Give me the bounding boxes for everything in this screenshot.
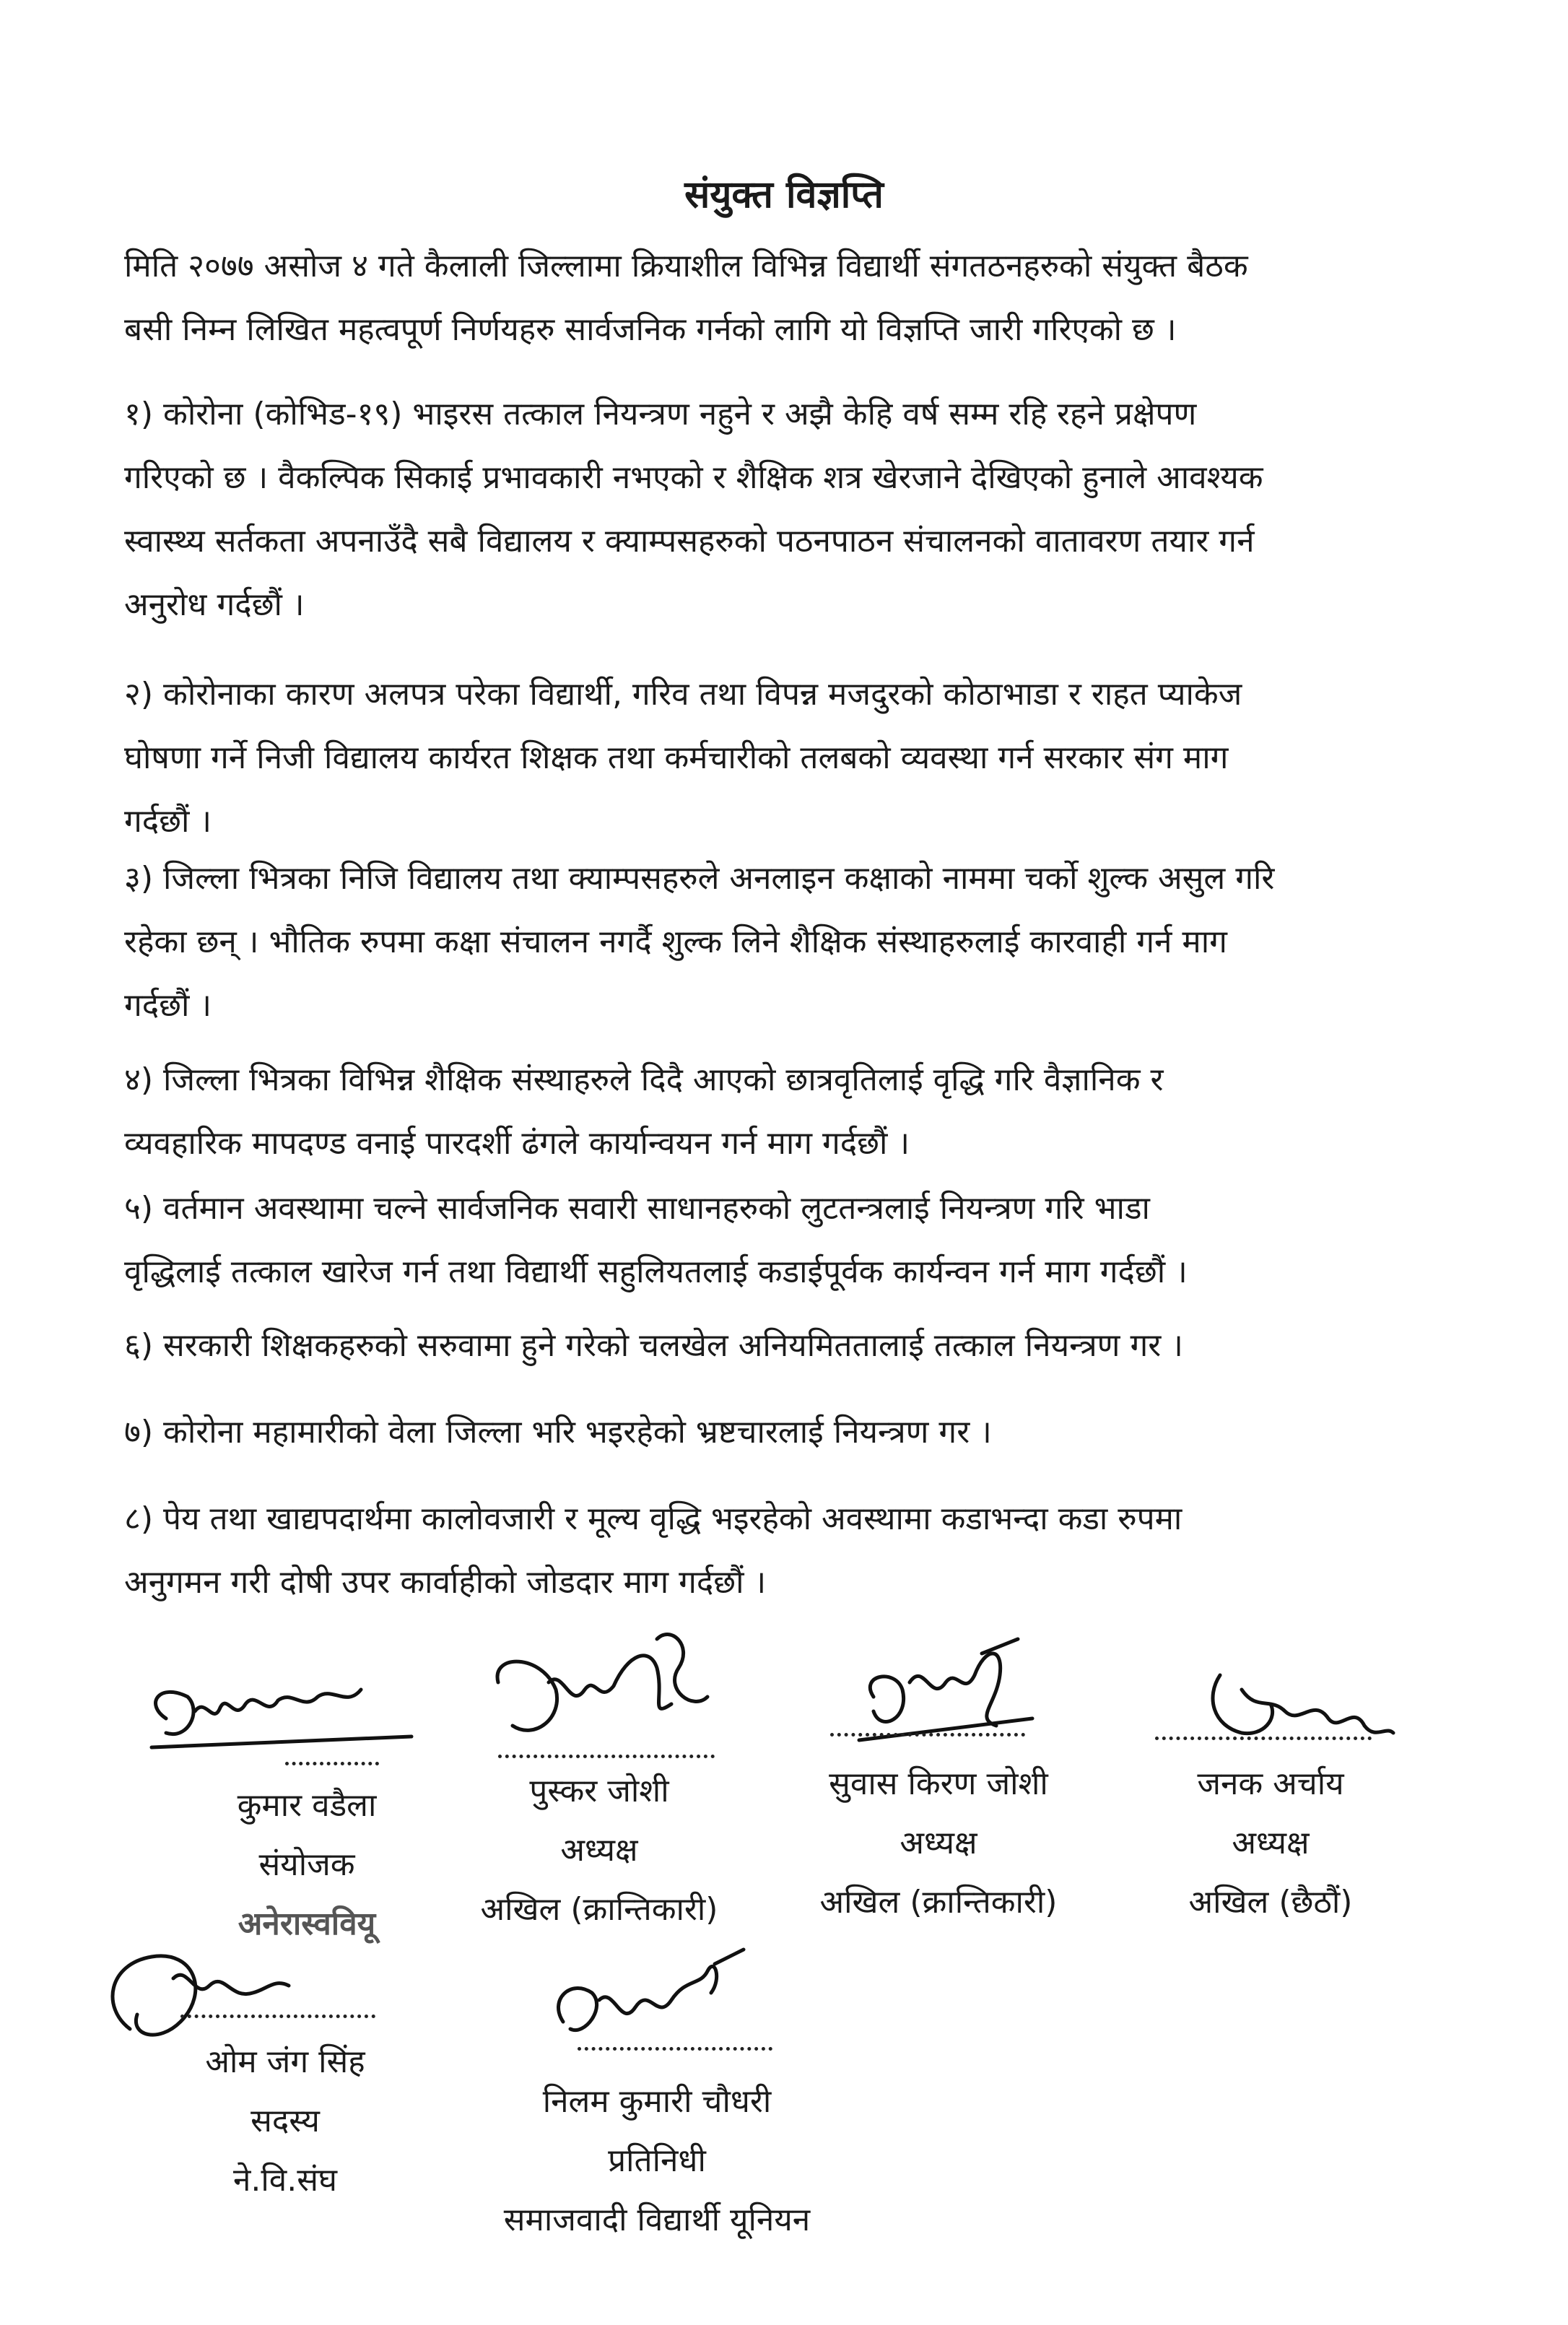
intro-line: बसी निम्न लिखित महत्वपूर्ण निर्णयहरु सार्वजनिक गर्नको लागि यो विज्ञप्ति जारी गरिएको छ । (124, 311, 1177, 348)
signature-dotted-line (1155, 1737, 1372, 1740)
signatory-name: सुवास किरण जोशी (829, 1765, 1048, 1802)
point-line: गर्दछौं । (124, 803, 212, 840)
point-line: वृद्धिलाई तत्काल खारेज गर्न तथा विद्यार्थी सहुलियतलाई कडाईपूर्वक कार्यन्वन गर्न माग गर्दछौं । (124, 1253, 1188, 1290)
point-line: गरिएको छ । वैकल्पिक सिकाई प्रभावकारी नभएको र शैक्षिक शत्र खेरजाने देखिएको हुनाले आवश्यक (124, 459, 1263, 496)
point-3 (124, 847, 1481, 1038)
point-2 (124, 663, 1481, 853)
point-line: ८) पेय तथा खाद्यपदार्थमा कालोवजारी र मूल्य वृद्धि भइरहेको अवस्थामा कडाभन्दा कडा रुपमा (124, 1500, 1182, 1537)
document-title: संयुक्त विज्ञप्ति (684, 173, 884, 217)
signatory-block (448, 2072, 866, 2250)
signatory-role: अध्यक्ष (900, 1825, 977, 1861)
intro-paragraph (124, 235, 1481, 362)
signatory-role: अध्यक्ष (560, 1832, 638, 1869)
point-line: ५) वर्तमान अवस्थामा चल्ने सार्वजनिक सवारी साधानहरुको लुटतन्त्रलाई नियन्त्रण गरि भाडा (124, 1190, 1150, 1227)
point-line: २) कोरोनाका कारण अलपत्र परेका विद्यार्थी, गरिव तथा विपन्न मजदुरको कोठाभाडा र राहत प्याकेज (124, 676, 1242, 713)
signatory-role: सदस्य (251, 2103, 320, 2139)
signatory-org: अखिल (छैठौं) (1188, 1884, 1353, 1921)
point-line: गर्दछौं । (124, 987, 212, 1024)
point-line: रहेका छन् । भौतिक रुपमा कक्षा संचालन नगर्दै शुल्क लिने शैक्षिक संस्थाहरुलाई कारवाही गर्न माग (124, 924, 1227, 960)
signatory-block (144, 2033, 426, 2210)
signatory-name: ओम जंग सिंह (205, 2043, 365, 2080)
point-line: अनुगमन गरी दोषी उपर कार्वाहीको जोडदार माग गर्दछौं । (124, 1564, 767, 1601)
signatory-org: अखिल (क्रान्तिकारी) (819, 1884, 1058, 1921)
signature-dotted-line (180, 2015, 375, 2018)
point-5 (124, 1177, 1481, 1304)
signature-dotted-line (830, 1733, 1025, 1737)
point-line: स्वास्थ्य सर्तकता अपनाउँदै सबै विद्यालय र क्याम्पसहरुको पठनपाठन संचालनको वातावरण तयार गर्न (124, 523, 1255, 560)
signatory-role: अध्यक्ष (1232, 1825, 1310, 1861)
signatory-org: अखिल (क्रान्तिकारी) (480, 1891, 718, 1928)
signatory-block (166, 1776, 448, 1954)
point-line: व्यवहारिक मापदण्ड वनाई पारदर्शी ढंगले कार्यान्वयन गर्न माग गर्दछौं । (124, 1125, 910, 1162)
signature-scribble (476, 1625, 722, 1769)
point-4 (124, 1048, 1481, 1175)
point-6 (124, 1314, 1481, 1378)
signature-scribble (1170, 1653, 1401, 1762)
point-line: ३) जिल्ला भित्रका निजि विद्यालय तथा क्याम्पसहरुले अनलाइन कक्षाको नाममा चर्को शुल्क असुल गरि (124, 860, 1275, 897)
signatory-name: जनक अर्चाय (1197, 1765, 1344, 1802)
signature-dotted-line (285, 1762, 379, 1765)
signatory-block (780, 1755, 1097, 1932)
point-line: ७) कोरोना महामारीको वेला जिल्ला भरि भइरहेको भ्रष्टचारलाई नियन्त्रण गर । (124, 1414, 992, 1451)
point-line: अनुरोध गर्दछौं । (124, 586, 305, 623)
signatory-role: संयोजक (258, 1846, 355, 1883)
intro-line: मिति २०७७ असोज ४ गते कैलाली जिल्लामा क्रियाशील विभिन्न विद्यार्थी संगतठनहरुको संयुक्त बैठक (124, 248, 1248, 284)
point-8 (124, 1487, 1481, 1615)
signatory-block (1126, 1755, 1415, 1932)
signatory-role: प्रतिनिधी (608, 2142, 706, 2179)
point-line: ४) जिल्ला भित्रका विभिन्न शैक्षिक संस्थाहरुले दिदै आएको छात्रवृतिलाई वृद्धि गरि वैज्ञानिक र (124, 1061, 1164, 1098)
point-1 (124, 383, 1481, 637)
signatory-block (448, 1762, 751, 1939)
signatory-org: समाजवादी विद्यार्थी यूनियन (503, 2202, 811, 2238)
signature-dotted-line (498, 1755, 715, 1758)
signatory-name: पुस्कर जोशी (529, 1773, 669, 1809)
signature-scribble (137, 1668, 426, 1769)
point-line: १) कोरोना (कोभिड-१९) भाइरस तत्काल नियन्त्रण नहुने र अझै केहि वर्ष सम्म रहि रहने प्रक्षेपण (124, 396, 1197, 433)
signature-scribble (830, 1632, 1047, 1762)
point-line: ६) सरकारी शिक्षकहरुको सरुवामा हुने गरेको चलखेल अनियमिततालाई तत्काल नियन्त्रण गर । (124, 1327, 1183, 1364)
signatory-org: अनेरास्ववियू (238, 1905, 376, 1942)
signatory-org: ने.वि.संघ (232, 2162, 337, 2199)
signatory-name: कुमार वडैला (237, 1787, 377, 1824)
point-7 (124, 1401, 1481, 1464)
signature-dotted-line (578, 2047, 772, 2051)
point-line: घोषणा गर्ने निजी विद्यालय कार्यरत शिक्षक तथा कर्मचारीको तलबको व्यवस्था गर्न सरकार संग माग (124, 739, 1229, 776)
signatory-name: निलम कुमारी चौधरी (542, 2083, 772, 2120)
